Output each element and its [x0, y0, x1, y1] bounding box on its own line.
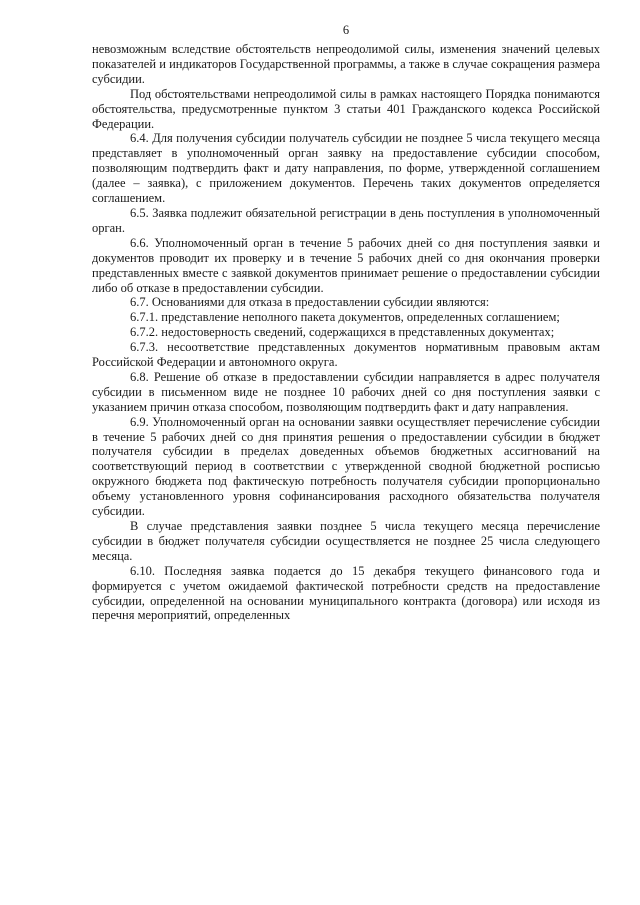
- paragraph-6-7: 6.7. Основаниями для отказа в предоставлении субсидии являются:: [130, 295, 490, 310]
- paragraph-6-4: 6.4. Для получения субсидии получатель субсидии не позднее 5 числа текущего месяца представляет в уполномоченный орган заявку на предоставление субсидии способом, позволяющим подтвердить факт и дату направления, по форме, утвержденной соглашением (далее – заявка), с приложением документов. Перечень таких документов определяется соглашением.: [92, 131, 600, 206]
- paragraph-force-majeure: Под обстоятельствами непреодолимой силы в рамках настоящего Порядка понимаются обстоятельства, предусмотренные пунктом 3 статьи 401 Гражданского кодекса Российской Федерации.: [92, 86, 600, 131]
- paragraph-6-7-2: 6.7.2. недостоверность сведений, содержащихся в представленных документах;: [130, 325, 555, 340]
- paragraph-6-6: 6.6. Уполномоченный орган в течение 5 рабочих дней со дня поступления заявки и документов проводит их проверку и в течение 5 рабочих дней со дня окончания проверки представленных вместе с заявкой документов принимает решение о предоставлении субсидии либо об отказе в предоставлении субсидии.: [92, 235, 600, 295]
- paragraph-late-application: В случае представления заявки позднее 5 числа текущего месяца перечисление субсидии в бюджет получателя субсидии осуществляется не позднее 25 числа следующего месяца.: [92, 519, 600, 563]
- page-number: 6: [342, 23, 350, 37]
- document-page: [92, 22, 600, 623]
- paragraph-6-5: 6.5. Заявка подлежит обязательной регистрации в день поступления в уполномоченный орган.: [92, 205, 600, 235]
- paragraph-6-10: 6.10. Последняя заявка подается до 15 декабря текущего финансового года и формируется с учетом ожидаемой фактической потребности средств на предоставление субсидии, определенной на основании муниципального контракта (договора) или исходя из перечня мероприятий, определенных: [92, 563, 600, 623]
- paragraph-6-7-3: 6.7.3. несоответствие представленных документов нормативным правовым актам Российской Федерации и автономного округа.: [92, 340, 600, 370]
- paragraph-continuation: невозможным вследствие обстоятельств непреодолимой силы, изменения значений целевых показателей и индикаторов Государственной программы, а также в случае сокращения размера субсидии.: [92, 42, 600, 86]
- paragraph-6-9: 6.9. Уполномоченный орган на основании заявки осуществляет перечисление субсидии в течение 5 рабочих дней со дня принятия решения о предоставлении субсидии в бюджет получателя субсидии в пределах доведенных объемов бюджетных ассигнований на соответствующий период в соответствии с утвержденной сводной бюджетной росписью окружного бюджета под фактическую потребность получателя субсидии пропорционально объему установленного уровня софинансирования расходного обязательства получателя субсидии.: [92, 414, 600, 519]
- paragraph-6-8: 6.8. Решение об отказе в предоставлении субсидии направляется в адрес получателя субсидии в письменном виде не позднее 10 рабочих дней со дня поступления заявки с указанием причин отказа способом, позволяющим подтвердить факт и дату направления.: [92, 369, 600, 414]
- paragraph-6-7-1: 6.7.1. представление неполного пакета документов, определенных соглашением;: [130, 310, 560, 325]
